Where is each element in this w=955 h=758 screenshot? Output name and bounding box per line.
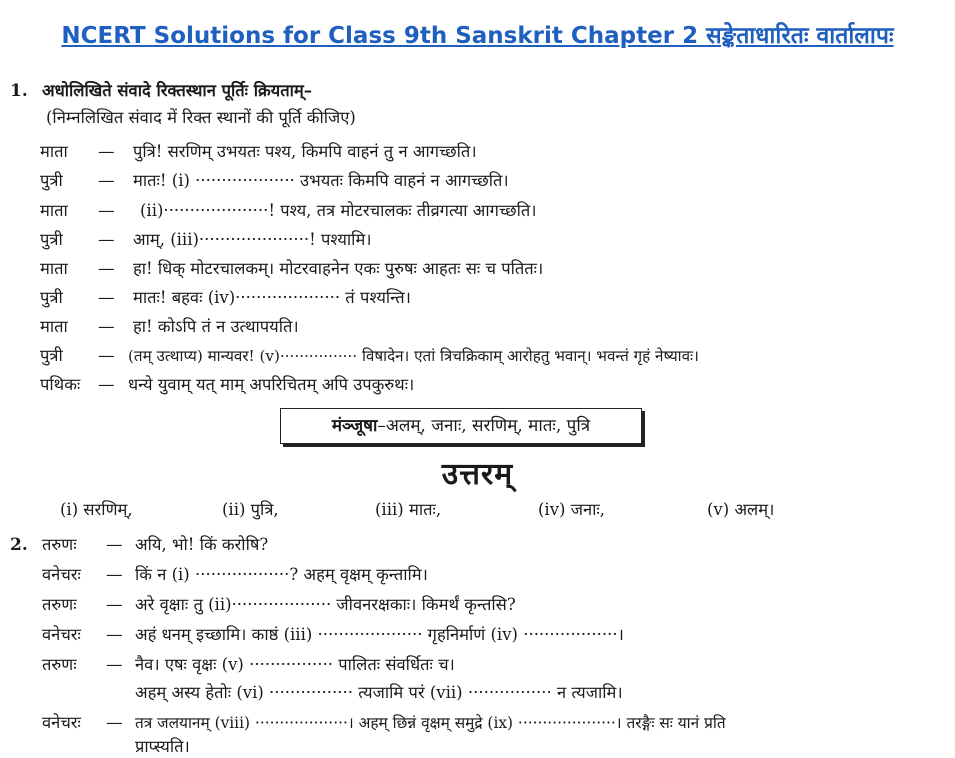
q2-number: 2. [10, 535, 28, 555]
speaker-name: तरुणः [42, 535, 77, 554]
dialogue-text: अयि, भो! किं करोषि? [135, 535, 269, 554]
speaker-name: माता [40, 259, 68, 278]
speaker-name: तरुणः [42, 655, 77, 674]
q1-instruction: (निम्नलिखित संवाद में रिक्त स्थानों की पूर्ति कीजिए) [46, 108, 356, 127]
dash: — [98, 317, 115, 336]
speaker-name: वनेचरः [42, 565, 81, 584]
page-title: NCERT Solutions for Class 9th Sanskrit Chapter 2 सङ्केताधारितः वार्तालापः [61, 23, 894, 49]
speaker-name: माता [40, 201, 68, 220]
speaker-name: माता [40, 317, 68, 336]
speaker-name: पुत्री [40, 171, 63, 190]
answer-item: (iii) मातः, [375, 500, 442, 519]
dialogue-text: तत्र जलयानम् (viii) ···················। अहम् छिन्नं वृक्षम् समुद्रे (ix) ····················। तरङ्गैः सः यानं प्रति [135, 714, 726, 732]
speaker-name: वनेचरः [42, 713, 81, 732]
word-box [280, 408, 642, 444]
dialogue-text: (तम् उत्थाप्य) मान्यवर! (v)················ विषादेन। एतां त्रिचक्रिकाम् आरोहतु भवान्। भवन्तं गृहं नेष्यावः। [128, 347, 699, 365]
dialogue-text: धन्ये युवाम् यत् माम् अपरिचितम् अपि उपकुरुथः। [128, 375, 415, 394]
dash: — [98, 288, 115, 307]
word-box-words: –अलम्, जनाः, सरणिम्, मातः, पुत्रि [377, 416, 591, 436]
dash: — [98, 230, 115, 249]
dash: — [106, 655, 123, 674]
dash: — [98, 142, 115, 161]
dialogue-text: मातः! (i) ··················· उभयतः किमपि वाहनं न आगच्छति। [133, 171, 509, 190]
dialogue-text: आम्, (iii)·····················! पश्यामि। [133, 230, 372, 249]
answer-item: (iv) जनाः, [538, 500, 605, 519]
dash: — [106, 625, 123, 644]
dash: — [106, 565, 123, 584]
speaker-name: पुत्री [40, 346, 63, 365]
dialogue-text: हा! कोऽपि तं न उत्थापयति। [133, 317, 299, 336]
dialogue-text: हा! धिक् मोटरचालकम्। मोटरवाहनेन एकः पुरुषः आहतः सः च पतितः। [133, 259, 544, 278]
dialogue-text: नैव। एषः वृक्षः (v) ················ पालितः संवर्धितः च। [135, 655, 455, 674]
dash: — [106, 713, 123, 732]
dash: — [98, 375, 115, 394]
q1-heading: अधोलिखिते संवादे रिक्तस्थान पूर्तिः क्रियताम्– [42, 81, 313, 100]
dash: — [98, 171, 115, 190]
dialogue-text: अहम् अस्य हेतोः (vi) ················ त्यजामि परं (vii) ················ न त्यजामि। [135, 683, 623, 702]
dialogue-text: अहं धनम् इच्छामि। काष्ठं (iii) ···················· गृहनिर्माणं (iv) ··················। [135, 625, 624, 644]
speaker-name: पुत्री [40, 288, 63, 307]
dialogue-text: अरे वृक्षाः तु (ii)··················· जीवनरक्षकाः। किमर्थं कृन्तसि? [135, 595, 516, 614]
answer-item: (i) सरणिम्, [60, 500, 133, 519]
dialogue-text: (ii)····················! पश्य, तत्र मोटरचालकः तीव्रगत्या आगच्छति। [140, 201, 537, 220]
speaker-name: पथिकः [40, 375, 81, 394]
answer-item: (v) अलम्। [707, 500, 775, 519]
speaker-name: माता [40, 142, 68, 161]
dialogue-text: पुत्रि! सरणिम् उभयतः पश्य, किमपि वाहनं तु न आगच्छति। [133, 142, 477, 161]
word-box-label: मंञ्जूषा [331, 416, 378, 436]
dialogue-text: मातः! बहवः (iv)···················· तं पश्यन्ति। [133, 288, 411, 307]
answer-title: उत्तरम् [441, 457, 514, 492]
speaker-name: वनेचरः [42, 625, 81, 644]
speaker-name: तरुणः [42, 595, 77, 614]
q1-number: 1. [10, 81, 28, 101]
dialogue-text: प्राप्स्यति। [135, 737, 190, 756]
answer-item: (ii) पुत्रि, [222, 500, 279, 519]
dash: — [106, 595, 123, 614]
dash: — [98, 346, 115, 365]
dialogue-text: किं न (i) ··················? अहम् वृक्षम् कृन्तामि। [135, 565, 428, 584]
dash: — [98, 259, 115, 278]
dash: — [106, 535, 123, 554]
dash: — [98, 201, 115, 220]
speaker-name: पुत्री [40, 230, 63, 249]
